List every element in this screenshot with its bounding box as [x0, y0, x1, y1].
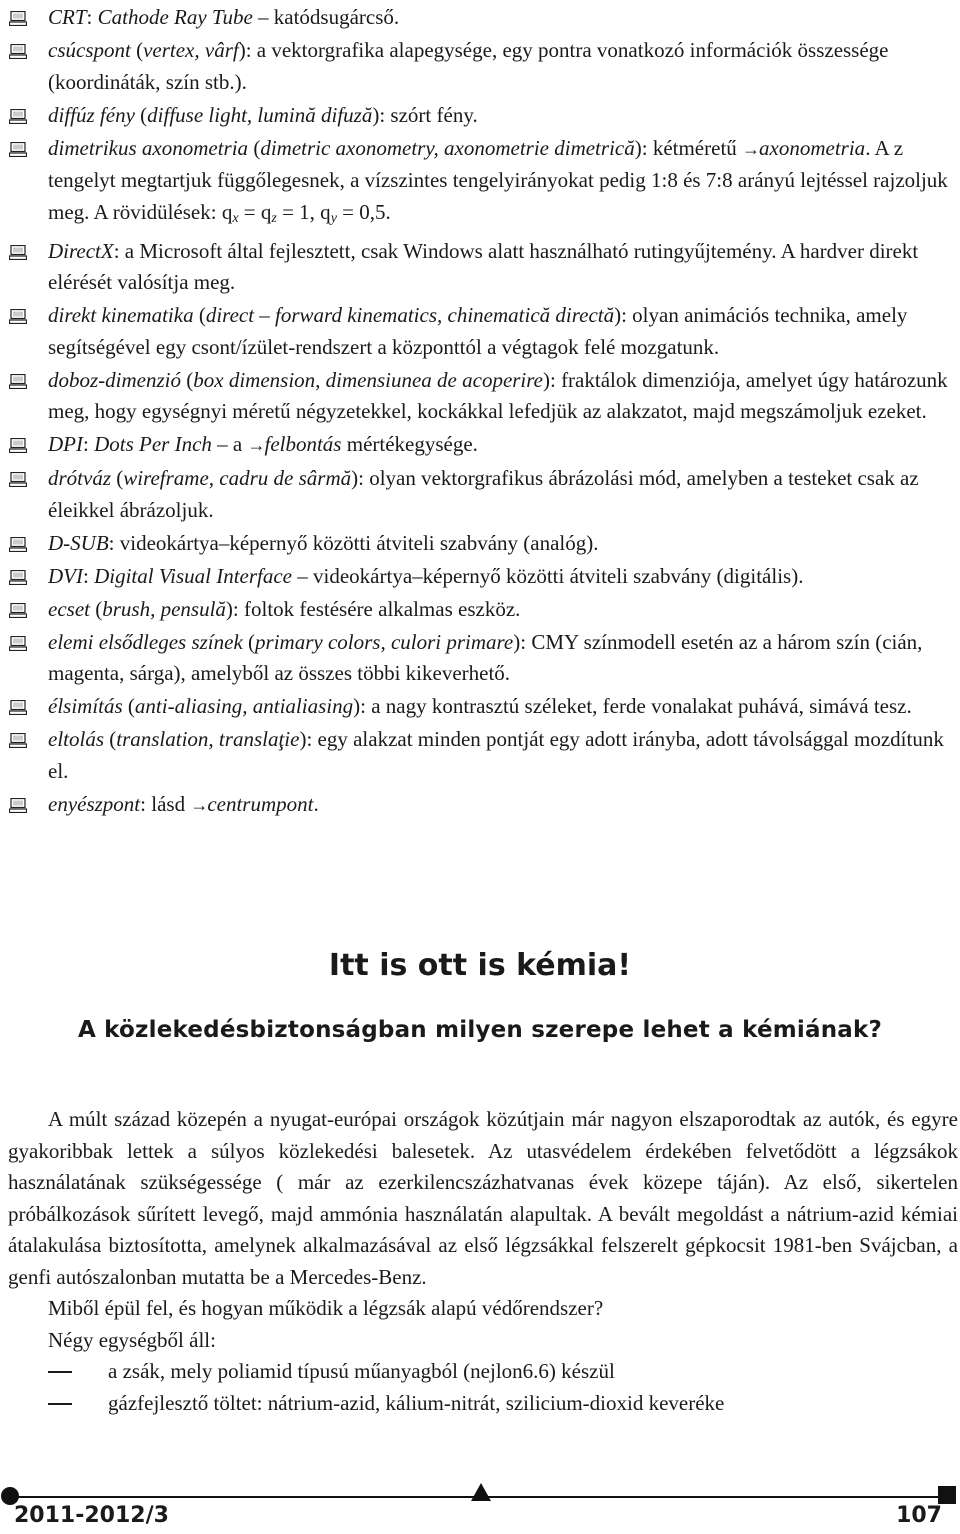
computer-icon: [9, 309, 27, 324]
glossary-entry: CRT: Cathode Ray Tube – katódsugárcső.: [0, 2, 958, 34]
term-original: translation, translaţie: [116, 727, 300, 751]
definition: – katódsugárcső.: [252, 5, 400, 29]
article-title: Itt is ott is kémia!: [328, 948, 632, 983]
cross-reference-link[interactable]: axonometria: [759, 135, 866, 160]
definition: : kétméretű: [641, 135, 743, 160]
term-original: vertex, vârf: [143, 38, 239, 62]
page-footer: [0, 1480, 960, 1534]
glossary-entry: elemi elsődleges színek (primary colors, culori primare): CMY színmodell esetén az a három szín (cián, magenta, sárga), amelyből az összes többi kikeverhető.: [0, 627, 958, 690]
glossary-entry: ecset (brush, pensulă): foltok festésére alkalmas eszköz.: [0, 594, 958, 626]
computer-icon: [9, 603, 27, 618]
paragraph: Miből épül fel, és hogyan működik a légzsák alapú védőrendszer?: [48, 1296, 604, 1320]
term: enyészpont: [48, 791, 141, 816]
definition: : a Microsoft által fejlesztett, csak Windows alatt használható rutingyűjtemény. A hardver direkt elérését valósítja meg.: [48, 238, 919, 294]
term: élsimítás: [48, 694, 123, 718]
term: elemi elsődleges színek: [48, 629, 243, 654]
definition: : lásd: [140, 791, 191, 816]
glossary-entry: eltolás (translation, translaţie): egy alakzat minden pontját egy adott irányba, adott távolsággal mozdítunk el.: [0, 724, 958, 787]
glossary-entry: DPI: Dots Per Inch – a →felbontás mértékegysége.: [0, 429, 958, 462]
list-item: gázfejlesztő töltet: nátrium-azid, kálium-nitrát, szilicium-dioxid keveréke: [8, 1388, 958, 1420]
issue-number: 2011-2012/3: [14, 1503, 169, 1528]
square-marker-icon: [938, 1486, 956, 1504]
article-subtitle: A közlekedésbiztonságban milyen szerepe lehet a kémiának?: [77, 1017, 883, 1043]
glossary-entry: [0, 528, 958, 560]
glossary-entry: drótváz (wireframe, cadru de sârmă): olyan vektorgrafikus ábrázolási mód, amelyben a testeket csak az éleikkel ábrázoljuk.: [0, 463, 958, 526]
definition: : videokártya–képernyő közötti átviteli szabvány (analóg).: [108, 530, 599, 555]
article-body: [8, 1104, 958, 1419]
term: eltolás: [48, 727, 104, 751]
glossary-entry: doboz-dimenzió (box dimension, dimensiunea de acoperire): fraktálok dimenziója, amelyet úgy határozunk meg, hogy egységnyi méretű négyzetekkel, kockákkal lefedjük az alakzatot, majd megszámoljuk ezeket.: [0, 365, 958, 428]
computer-icon: [9, 245, 27, 260]
computer-icon: [9, 142, 27, 157]
dash-bullet: [48, 1371, 72, 1373]
term: csúcspont: [48, 38, 131, 62]
definition: – videokártya–képernyő közötti átviteli szabvány (digitális).: [292, 563, 804, 588]
definition: : foltok festésére alkalmas eszköz.: [232, 596, 521, 621]
definition: : a nagy kontrasztú széleket, ferde vonalakat puhává, simává tesz.: [360, 694, 912, 718]
computer-icon: [9, 733, 27, 748]
glossary-entry: élsimítás (anti-aliasing, antialiasing): a nagy kontrasztú széleket, ferde vonalakat puhává, simává tesz.: [0, 691, 958, 723]
term-original: wireframe, cadru de sârmă: [123, 466, 352, 490]
definition: – a: [211, 432, 248, 456]
definition: : a vektorgrafika alapegysége, egy pontra vonatkozó információk összessége (koordináták, szín stb.).: [48, 38, 889, 94]
term: D-SUB: [48, 530, 109, 555]
glossary-list: [0, 2, 958, 823]
term-original: box dimension, dimensiunea de acoperire: [193, 367, 543, 392]
term-original: Cathode Ray Tube: [97, 5, 253, 29]
term: DPI: [48, 432, 83, 456]
computer-icon: [9, 537, 27, 552]
term-original: Dots Per Inch: [94, 432, 212, 456]
computer-icon: [9, 636, 27, 651]
term: doboz-dimenzió: [48, 367, 181, 392]
paragraph: A múlt század közepén a nyugat-európai országok közútjain már nagyon elszaporodtak az autók, és egyre gyakoribbak lettek a súlyos közlekedési balesetek. Az utasvédelem érdekében felvetődött a légzsákok használatának szükségessége ( már az ezerkilencszázhatvanas évek közepe táján). Az első, sikertelen próbálkozások sűrített levegő, majd ammónia használatán alapultak. A bevált megoldást a nátrium-azid kémiai átalakulása biztosította, amelynek alkalmazásával az első légzsákkal felszerelt gépkocsit 1981-ben Svájcban, a genfi autószalonban mutatta be a Mercedes-Benz.: [8, 1107, 958, 1289]
term: diffúz fény: [48, 102, 135, 127]
term-original: Digital Visual Interface: [94, 563, 293, 588]
definition: : egy alakzat minden pontját egy adott irányba, adott távolsággal mozdítunk el.: [48, 727, 944, 783]
computer-icon: [9, 472, 27, 487]
triangle-marker-icon: [471, 1483, 491, 1501]
term: CRT: [48, 5, 87, 29]
computer-icon: [9, 11, 27, 26]
definition: : szórt fény.: [379, 102, 478, 127]
term-original: dimetric axonometry, axonometrie dimetrică: [260, 135, 635, 160]
arrow-icon: →: [190, 794, 208, 815]
glossary-entry: DVI: Digital Visual Interface – videokártya–képernyő közötti átviteli szabvány (digitális).: [0, 561, 958, 593]
arrow-icon: →: [742, 138, 760, 159]
computer-icon: [9, 44, 27, 59]
cross-reference-link[interactable]: felbontás: [264, 432, 342, 456]
definition: : fraktálok dimenziója, amelyet úgy határozunk meg, hogy egységnyi méretű négyzetekkel, kockákkal lefedjük az alakzatot, majd megszámoljuk ezeket.: [48, 367, 948, 423]
glossary-entry: [0, 236, 958, 299]
term-original: direct – forward kinematics, chinematică directă: [205, 303, 615, 327]
arrow-icon: →: [247, 435, 265, 455]
term-original: brush, pensulă: [102, 596, 226, 621]
term: ecset: [48, 596, 90, 621]
computer-icon: [9, 438, 27, 453]
computer-icon: [9, 798, 27, 813]
term: DVI: [48, 563, 83, 588]
dash-bullet: [48, 1403, 72, 1405]
computer-icon: [9, 570, 27, 585]
term: drótváz: [48, 466, 111, 490]
term: dimetrikus axonometria: [48, 135, 249, 160]
term: DirectX: [48, 238, 114, 263]
cross-reference-link[interactable]: centrumpont: [207, 791, 314, 816]
paragraph: Négy egységből áll:: [48, 1327, 216, 1352]
page-number: 107: [896, 1503, 942, 1528]
glossary-entry: enyészpont: lásd →centrumpont.: [0, 789, 958, 822]
definition: : CMY színmodell esetén az a három szín (cián, magenta, sárga), amelyből az összes többi kikeverhető.: [48, 629, 923, 685]
glossary-entry: dimetrikus axonometria (dimetric axonometry, axonometrie dimetrică): kétméretű →axonometria. A z tengelyt megtartjuk függőlegesnek, a vízszintes tengelyirányokat pedig 1:8 és 7:8 arányú lejtéssel rajzoljuk meg. A rövidülések: $q_x = q_z = 1$, $q_y = 0,5$.: [0, 133, 958, 235]
definition: : olyan vektorgrafikus ábrázolási mód, amelyben a testeket csak az éleikkel ábrázoljuk.: [48, 466, 919, 522]
term-original: anti-aliasing, antialiasing: [134, 694, 354, 718]
computer-icon: [9, 700, 27, 715]
definition: : olyan animációs technika, amely segítségével egy csont/ízület-rendszert a központtól a végtagok felé mozgatunk.: [48, 303, 908, 359]
computer-icon: [9, 109, 27, 124]
glossary-entry: direkt kinematika (direct – forward kinematics, chinematică directă): olyan animációs technika, amely segítségével egy csont/ízület-rendszert a központtól a végtagok felé mozgatunk.: [0, 300, 958, 363]
list-item: a zsák, mely poliamid típusú műanyagból (nejlon6.6) készül: [8, 1356, 958, 1388]
glossary-entry: diffúz fény (diffuse light, lumină difuză): szórt fény.: [0, 100, 958, 132]
term-original: primary colors, culori primare: [255, 629, 514, 654]
term-original: diffuse light, lumină difuză: [147, 102, 373, 127]
computer-icon: [9, 374, 27, 389]
glossary-entry: csúcspont (vertex, vârf): a vektorgrafika alapegysége, egy pontra vonatkozó információk összessége (koordináták, szín stb.).: [0, 35, 958, 98]
term: direkt kinematika: [48, 303, 194, 327]
